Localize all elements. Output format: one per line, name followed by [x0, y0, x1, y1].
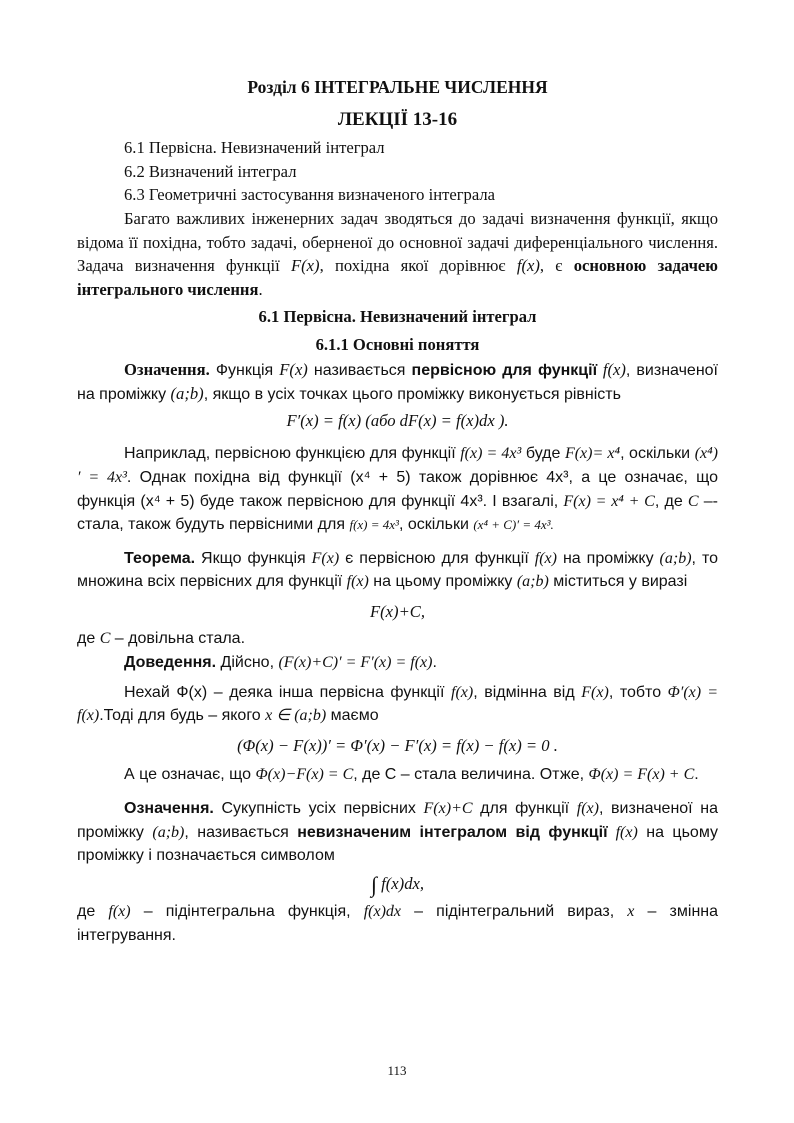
conclusion-paragraph: А це означає, що Φ(x)−F(x) = C, де C – стала величина. Отже, Φ(x) = F(x) + C.: [124, 766, 699, 784]
subsection-title: 6.1.1 Основні поняття: [315, 334, 480, 354]
theorem-paragraph: Теорема. Якщо функція F(x) є первісною для функції f(x) на проміжку (a;b), то множина всіх первісних для функції f(x) на цьому проміжку (a;b) міститься у виразі: [77, 549, 718, 591]
toc-item: 6.1 Первісна. Невизначений інтеграл: [124, 138, 385, 158]
formula-general-antiderivative: F(x)+C,: [370, 601, 425, 621]
example-paragraph: Наприклад, первісною функцією для функції f(x) = 4x³ буде F(x)= x⁴, оскільки (x⁴)′ = 4x³. Однак похідна від функції (x⁴ + 5) також дорівнює 4x³, а це означає, що функція (x⁴ + 5) буде також первісною для функції 4x³. І взагалі, F(x) = x⁴ + C, де C –- стала, також будуть первісними для f(x) = 4x³, оскільки (x⁴ + C)′ = 4x³.: [77, 445, 719, 534]
definition-antiderivative: Означення. Функція F(x) називається первісною для функції f(x), визначеної на проміжку (a;b), якщо в усіх точках цього проміжку виконується рівність: [77, 359, 718, 404]
integral-sign: ∫: [370, 871, 378, 897]
integral-terms: де f(x) – підінтегральна функція, f(x)dx – підінтегральний вираз, x – змінна інтегрування.: [77, 903, 719, 944]
toc-item: 6.3 Геометричні застосування визначеного інтеграла: [124, 185, 495, 205]
table-of-contents: [77, 136, 718, 207]
formula-difference-derivative: (Φ(x) − F(x))′ = Φ′(x) − F′(x) = f(x) − f(x) = 0 .: [237, 735, 558, 755]
document-page: [77, 76, 718, 948]
formula-antiderivative: F′(x) = f(x) (або dF(x) = f(x)dx ).: [286, 410, 509, 430]
section-title: 6.1 Первісна. Невизначений інтеграл: [258, 307, 537, 327]
intro-paragraph: Багато важливих інженерних задач зводяться до задачі визначення функції, якщо відома її похідна, тобто задачі, оберненої до основної задачі диференціального числення. Задача визначення функції F(x), похідна якої дорівнює f(x), є основною задачею інтегрального числення.: [77, 208, 718, 299]
constant-note: де C – довільна стала.: [77, 630, 246, 648]
proof-continuation: Нехай Ф(x) – деяка інша первісна функції f(x), відмінна від F(x), тобто Φ′(x) = f(x).Тоді для будь – якого x ∈ (a;b) маємо: [77, 683, 719, 725]
definition-indefinite-integral: Означення. Сукупність усіх первісних F(x)+C для функції f(x), визначеної на проміжку (a;b), називається невизначеним інтегралом від функції f(x) на цьому проміжку і позначається символом: [77, 800, 719, 865]
formula-indefinite-integral: ∫ f(x)dx,: [370, 871, 425, 897]
chapter-title: Розділ 6 ІНТЕГРАЛЬНЕ ЧИСЛЕННЯ: [247, 77, 548, 97]
toc-item: 6.2 Визначений інтеграл: [124, 161, 297, 181]
lectures-title: ЛЕКЦІЇ 13-16: [337, 108, 458, 130]
proof-paragraph: Доведення. Дійсно, (F(x)+C)′ = F′(x) = f(x).: [124, 654, 437, 672]
page-number: 113: [387, 1063, 407, 1078]
